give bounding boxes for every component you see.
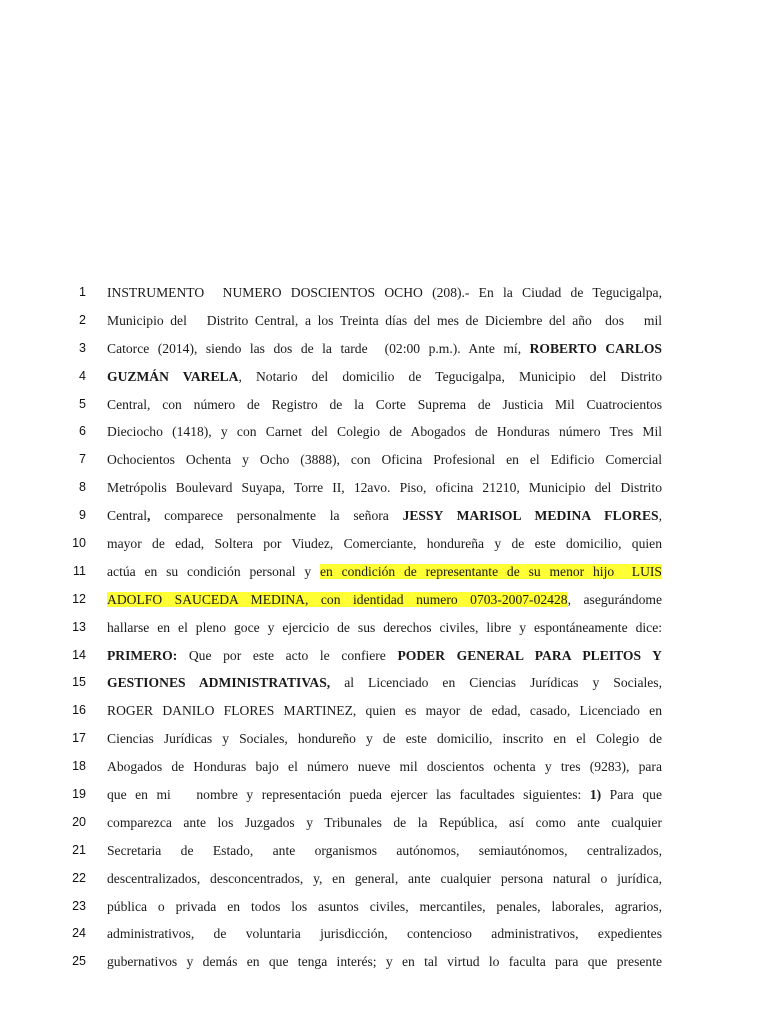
line-number: 8	[79, 480, 86, 495]
line-number: 13	[72, 619, 86, 634]
document-line	[0, 920, 768, 948]
line-number: 6	[79, 424, 86, 439]
line-text	[107, 418, 662, 446]
document-line	[0, 391, 768, 419]
line-text	[107, 753, 662, 781]
document-line	[0, 474, 768, 502]
text-segment: gubernativos y demás en que tenga interés; y en tal virtud lo faculta para que presente	[107, 954, 662, 970]
text-segment: Ciencias Jurídicas y Sociales, hondureño y de este domicilio, inscrito en el Colegio de	[107, 731, 662, 747]
document-line	[0, 669, 768, 697]
line-number: 23	[72, 898, 86, 913]
numbered-text-body	[0, 279, 768, 976]
line-number: 15	[72, 675, 86, 690]
document-line	[0, 865, 768, 893]
bold-text: PODER GENERAL PARA PLEITOS Y	[397, 647, 662, 663]
line-text	[107, 697, 662, 725]
text-segment: , asegurándome	[567, 591, 662, 607]
line-text	[107, 809, 662, 837]
line-text	[107, 391, 662, 419]
line-number: 18	[72, 759, 86, 774]
line-number: 4	[79, 368, 86, 383]
line-text	[107, 614, 662, 642]
line-number: 12	[72, 591, 86, 606]
document-line	[0, 837, 768, 865]
line-number: 16	[72, 703, 86, 718]
line-number: 9	[79, 508, 86, 523]
line-number: 19	[72, 787, 86, 802]
text-segment: comparece personalmente la señora	[150, 508, 403, 524]
text-segment: INSTRUMENTO NUMERO DOSCIENTOS OCHO (208).- En la Ciudad de Tegucigalpa,	[107, 285, 662, 300]
line-text	[107, 502, 662, 530]
line-number: 7	[79, 452, 86, 467]
line-number: 14	[72, 647, 86, 662]
bold-text: JESSY MARISOL MEDINA FLORES	[402, 508, 659, 524]
line-number: 11	[73, 563, 86, 578]
line-text	[107, 307, 662, 335]
text-segment: Metrópolis Boulevard Suyapa, Torre II, 12avo. Piso, oficina 21210, Municipio del Distrito	[107, 480, 662, 496]
document-line	[0, 335, 768, 363]
document-line	[0, 558, 768, 586]
bold-text: PRIMERO:	[107, 647, 178, 663]
document-line	[0, 781, 768, 809]
text-segment: Para que	[601, 787, 662, 803]
line-text	[107, 363, 662, 391]
document-line	[0, 418, 768, 446]
line-number: 22	[72, 870, 86, 885]
line-text	[107, 474, 662, 502]
line-number: 17	[72, 731, 86, 746]
line-text	[107, 279, 662, 307]
text-segment: ,	[658, 508, 662, 524]
line-text	[107, 335, 662, 363]
text-segment: Municipio del Distrito Central, a los Treinta días del mes de Diciembre del año dos mil	[107, 312, 662, 328]
line-text	[107, 893, 662, 921]
line-text	[107, 781, 662, 809]
text-segment: ROGER DANILO FLORES MARTINEZ, quien es mayor de edad, casado, Licenciado en	[107, 703, 662, 719]
text-segment: Que por este acto le confiere	[177, 647, 398, 663]
text-segment: mayor de edad, Soltera por Viudez, Comerciante, hondureña y de este domicilio, quien	[107, 536, 662, 552]
document-line	[0, 530, 768, 558]
text-segment: pública o privada en todos los asuntos civiles, mercantiles, penales, laborales, agrarios,	[107, 898, 662, 914]
document-line	[0, 363, 768, 391]
line-text	[107, 725, 662, 753]
document-line	[0, 614, 768, 642]
bold-text: 1)	[589, 787, 602, 803]
document-line	[0, 753, 768, 781]
line-text	[107, 948, 662, 976]
line-number: 10	[72, 536, 86, 551]
line-text	[107, 642, 662, 670]
line-text	[107, 446, 662, 474]
text-segment: Dieciocho (1418), y con Carnet del Colegio de Abogados de Honduras número Tres Mil	[107, 424, 662, 440]
text-segment: Catorce (2014), siendo las dos de la tarde (02:00 p.m.). Ante mí,	[107, 340, 530, 356]
line-text	[107, 865, 662, 893]
document-line	[0, 725, 768, 753]
line-text	[107, 558, 662, 586]
highlighted-text: ADOLFO SAUCEDA MEDINA, con identidad numero 0703-2007-02428	[107, 591, 568, 607]
bold-text: ,	[147, 508, 151, 524]
bold-text: GUZMÁN VARELA	[107, 368, 239, 384]
text-segment: descentralizados, desconcentrados, y, en general, ante cualquier persona natural o jurídica,	[107, 870, 662, 886]
document-line	[0, 697, 768, 725]
document-line	[0, 586, 768, 614]
document-line	[0, 502, 768, 530]
text-segment: Abogados de Honduras bajo el número nueve mil doscientos ochenta y tres (9283), para	[107, 759, 662, 775]
document-line	[0, 642, 768, 670]
line-number: 3	[79, 340, 86, 355]
document-line	[0, 307, 768, 335]
document-line	[0, 893, 768, 921]
bold-text: ROBERTO CARLOS	[529, 340, 662, 356]
text-segment: Secretaria de Estado, ante organismos autónomos, semiautónomos, centralizados,	[107, 842, 662, 858]
document-line	[0, 948, 768, 976]
text-segment: Ochocientos Ochenta y Ocho (3888), con Oficina Profesional en el Edificio Comercial	[107, 452, 662, 468]
line-number: 5	[79, 396, 86, 411]
bold-text: GESTIONES ADMINISTRATIVAS,	[107, 675, 331, 691]
line-number: 21	[72, 842, 86, 857]
line-number: 24	[72, 926, 86, 941]
highlighted-text: en condición de representante de su menor hijo LUIS	[319, 563, 662, 579]
text-segment: comparezca ante los Juzgados y Tribunales de la República, así como ante cualquier	[107, 814, 662, 830]
text-segment: Central, con número de Registro de la Corte Suprema de Justicia Mil Cuatrocientos	[107, 396, 662, 412]
document-line	[0, 446, 768, 474]
text-segment: que en mi nombre y representación pueda ejercer las facultades siguientes:	[107, 787, 590, 803]
text-segment: hallarse en el pleno goce y ejercicio de sus derechos civiles, libre y espontáneamente dice:	[107, 619, 662, 635]
line-text	[107, 586, 662, 614]
line-text	[107, 920, 662, 948]
line-text	[107, 669, 662, 697]
document-line	[0, 279, 768, 307]
line-number: 1	[79, 285, 86, 299]
line-number: 20	[72, 814, 86, 829]
line-text	[107, 837, 662, 865]
text-segment: al Licenciado en Ciencias Jurídicas y Sociales,	[330, 675, 662, 691]
document-line	[0, 809, 768, 837]
line-number: 25	[72, 954, 86, 969]
text-segment: administrativos, de voluntaria jurisdicción, contencioso administrativos, expedientes	[107, 926, 662, 942]
text-segment: Central	[107, 508, 148, 524]
text-segment: , Notario del domicilio de Tegucigalpa, Municipio del Distrito	[238, 368, 662, 384]
line-text	[107, 530, 662, 558]
line-number: 2	[79, 312, 86, 327]
text-segment: actúa en su condición personal y	[107, 563, 320, 579]
